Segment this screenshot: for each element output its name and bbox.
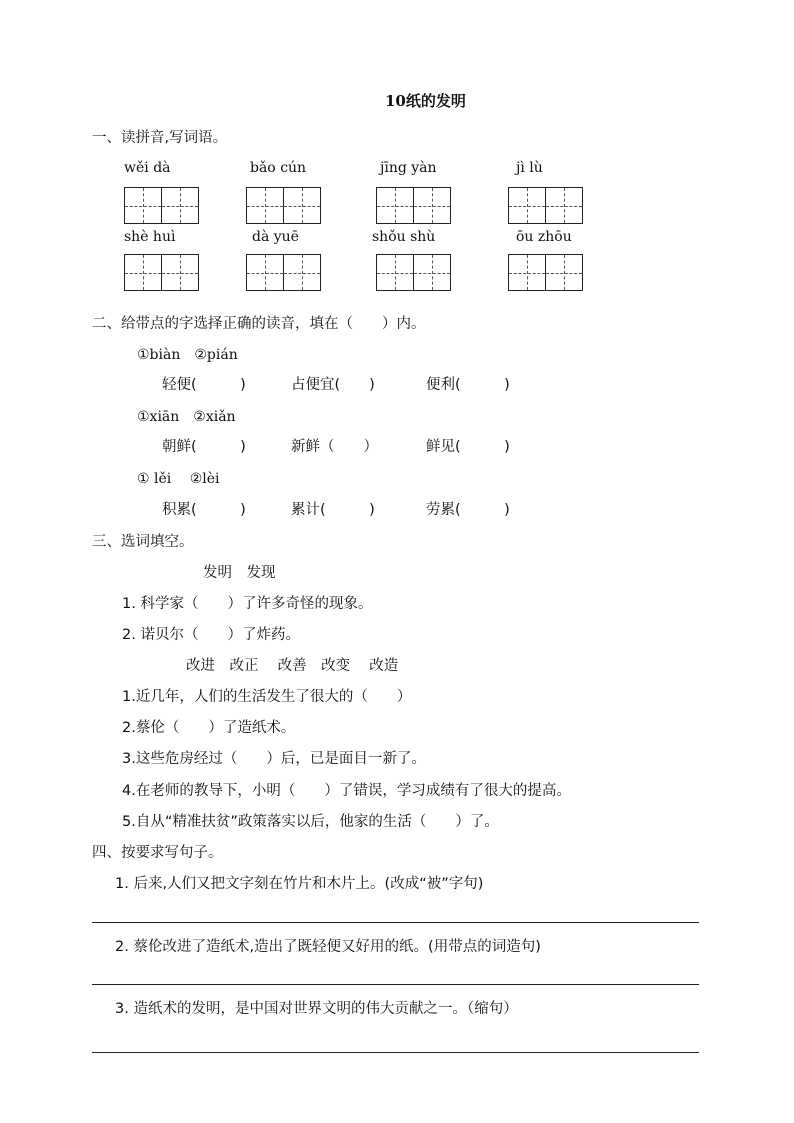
rewrite-question: 1. 后来,人们又把文字刻在竹片和木片上。(改成“被”字句) [115, 876, 484, 892]
word-blank[interactable]: 积累( ) [162, 502, 246, 518]
word-blank[interactable]: 劳累( ) [426, 502, 510, 518]
fill-question[interactable]: 2.蔡伦（ ）了造纸术。 [122, 720, 296, 736]
writing-grid[interactable] [246, 187, 321, 224]
writing-grid[interactable] [124, 254, 199, 291]
fill-question[interactable]: 1. 科学家（ ）了许多奇怪的现象。 [122, 596, 373, 612]
word-choices: 改进 改正 改善 改变 改造 [186, 658, 399, 674]
fill-question[interactable]: 4.在老师的教导下，小明（ ）了错误，学习成绩有了很大的提高。 [122, 783, 571, 799]
word-blank[interactable]: 朝鲜( ) [162, 439, 246, 455]
fill-question[interactable]: 1.近几年，人们的生活发生了很大的（ ） [122, 689, 412, 705]
pinyin-label: dà yuē [252, 229, 299, 245]
writing-grid[interactable] [376, 187, 451, 224]
writing-grid[interactable] [508, 187, 583, 224]
writing-grid[interactable] [508, 254, 583, 291]
word-blank[interactable]: 累计( ) [291, 502, 375, 518]
reading-options: ① lěi ②lèi [137, 471, 220, 487]
pinyin-label: jì lù [516, 160, 543, 176]
fill-question[interactable]: 5.自从“精准扶贫”政策落实以后，他家的生活（ ）了。 [122, 814, 499, 830]
pinyin-label: ōu zhōu [516, 229, 572, 245]
pinyin-label: bǎo cún [250, 160, 307, 176]
answer-line[interactable] [92, 984, 699, 985]
writing-grid[interactable] [124, 187, 199, 224]
pinyin-label: shǒu shù [372, 229, 436, 245]
answer-line[interactable] [92, 1052, 699, 1053]
section-2-heading: 二、给带点的字选择正确的读音，填在（ ）内。 [92, 316, 426, 332]
rewrite-question: 2. 蔡伦改进了造纸术,造出了既轻便又好用的纸。(用带点的词造句) [115, 939, 541, 955]
word-blank[interactable]: 鲜见( ) [426, 439, 510, 455]
word-blank[interactable]: 便利( ) [426, 377, 510, 393]
rewrite-question: 3. 造纸术的发明，是中国对世界文明的伟大贡献之一。（缩句） [115, 1001, 518, 1017]
page-title: 10纸的发明 [385, 92, 466, 110]
reading-options: ①xiān ②xiǎn [137, 409, 236, 425]
answer-line[interactable] [92, 922, 699, 923]
pinyin-label: shè huì [124, 229, 176, 245]
reading-options: ①biàn ②pián [137, 347, 238, 363]
fill-question[interactable]: 3.这些危房经过（ ）后，已是面目一新了。 [122, 751, 426, 767]
word-blank[interactable]: 占便宜( ) [291, 377, 375, 393]
word-blank[interactable]: 轻便( ) [162, 377, 246, 393]
fill-question[interactable]: 2. 诺贝尔（ ）了炸药。 [122, 627, 300, 643]
writing-grid[interactable] [246, 254, 321, 291]
pinyin-label: wěi dà [124, 160, 171, 176]
section-1-heading: 一、读拼音,写词语。 [92, 130, 228, 146]
word-choices: 发明 发现 [203, 565, 276, 581]
writing-grid[interactable] [376, 254, 451, 291]
section-3-heading: 三、选词填空。 [92, 534, 194, 550]
pinyin-label: jīng yàn [380, 160, 437, 176]
word-blank[interactable]: 新鲜（ ） [291, 439, 378, 455]
section-4-heading: 四、按要求写句子。 [92, 845, 223, 861]
